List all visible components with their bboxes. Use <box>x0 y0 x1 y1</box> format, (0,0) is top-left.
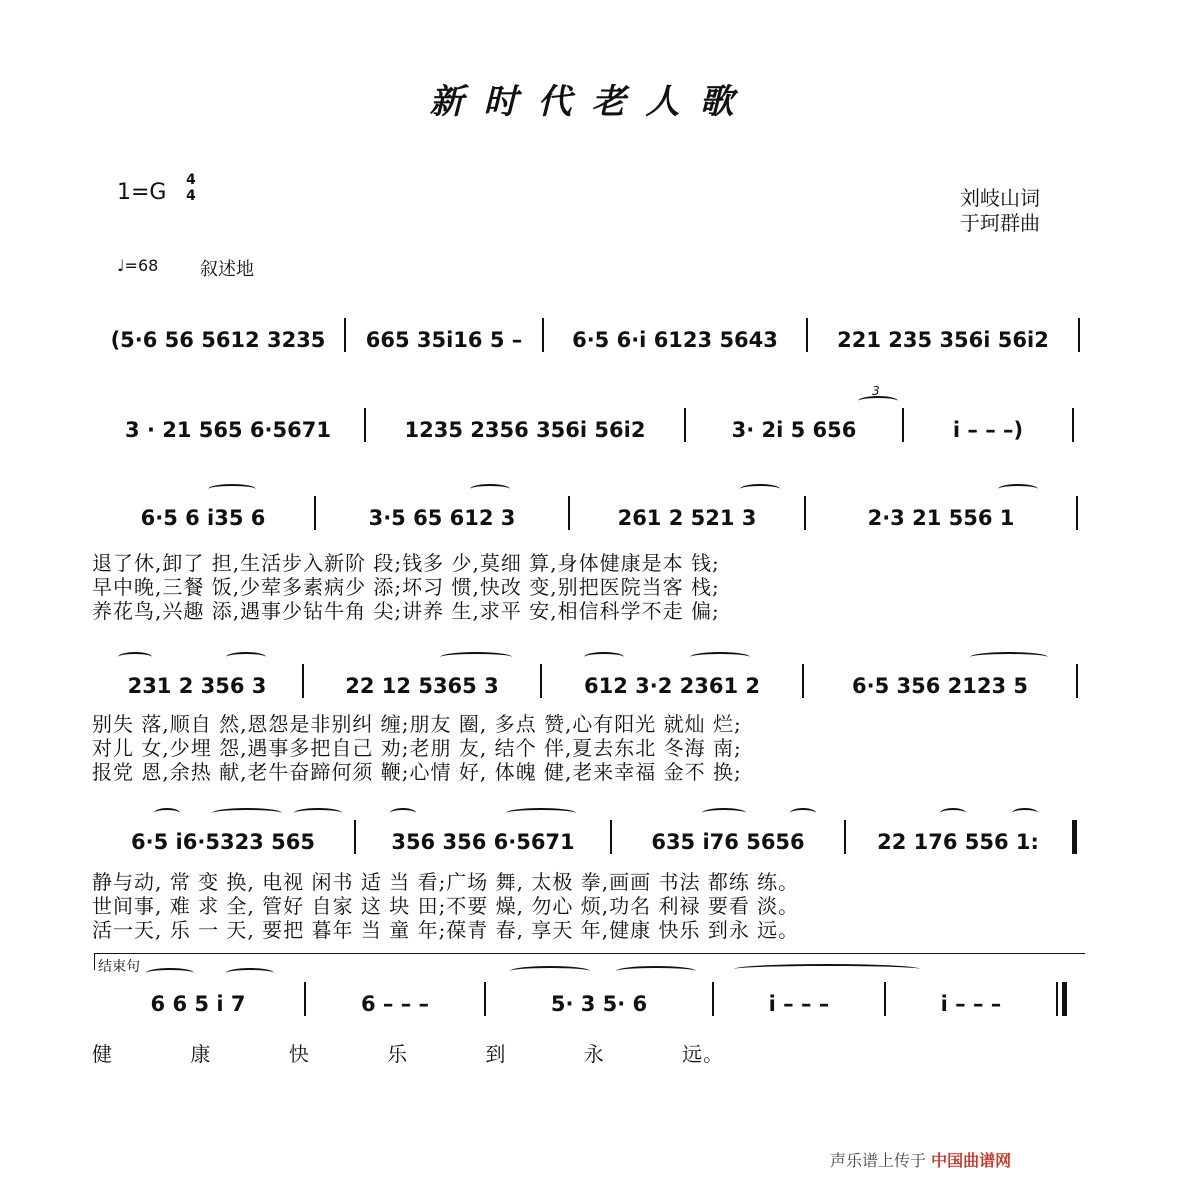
measure: 22 12 5365 3 <box>345 674 499 698</box>
lyric-line: 退了休,卸了 担,生活步入新阶 段;钱多 少,莫细 算,身体健康是本 钱; <box>92 551 720 575</box>
ending-label: 结束句 <box>98 959 140 975</box>
measure: 3· 2i 5 656 <box>731 418 857 442</box>
measure: 356 356 6·5671 <box>391 830 575 854</box>
lyric-line: 早中晚,三餐 饭,少荤多素病少 添;坏习 惯,快改 变,别把医院当客 栈; <box>92 575 720 599</box>
staff-row-5 <box>92 820 1088 854</box>
measure: i – – – <box>768 992 830 1016</box>
tie <box>734 964 920 974</box>
measure: 635 i76 5656 <box>651 830 805 854</box>
measure: i – – – <box>940 992 1002 1016</box>
measure: 6·5 i6·5323 565 <box>131 830 315 854</box>
measure: 5· 3 5· 6 <box>550 992 648 1016</box>
time-top: 4 <box>186 172 196 188</box>
measure: 6 6 5 i 7 <box>150 992 246 1016</box>
measure: 665 35i16 5 – <box>365 328 523 352</box>
slur <box>440 652 512 662</box>
slur <box>616 966 696 976</box>
lyric-line: 报党 恩,余热 献,老牛奋蹄何须 鞭;心情 好, 体魄 健,老来幸福 金不 换; <box>92 760 742 784</box>
site-logo: 中国曲谱网 <box>931 1151 1012 1170</box>
slur <box>118 652 152 662</box>
lyric-line: 健 康 快 乐 到 永 远。 <box>92 1042 725 1066</box>
lyric-line: 别失 落,顺自 然,恩怨是非别纠 缠;朋友 圈, 多点 赞,心有阳光 就灿 烂; <box>92 712 742 736</box>
measure: 2·3 21 556 1 <box>867 506 1015 530</box>
slur <box>690 652 750 662</box>
barline <box>1076 664 1078 698</box>
slur <box>154 808 180 818</box>
measure: 6·5 6 i35 6 <box>140 506 266 530</box>
triplet-slur <box>858 396 898 406</box>
staff-row-4 <box>92 664 1088 698</box>
slur <box>212 808 282 818</box>
footer-text: 声乐谱上传于 <box>830 1151 927 1170</box>
barline <box>1072 408 1074 442</box>
slur <box>390 808 416 818</box>
staff-row-6 <box>92 982 1088 1016</box>
measure: 231 2 356 3 <box>127 674 267 698</box>
expression-mark: 叙述地 <box>200 259 254 280</box>
measure: 6·5 6·i 6123 5643 <box>572 328 778 352</box>
measure: (5·6 56 5612 3235 <box>110 328 326 352</box>
footer-watermark <box>830 1148 1011 1171</box>
slur <box>226 968 274 978</box>
triplet-mark: 3 <box>872 384 880 398</box>
time-signature <box>186 172 196 204</box>
lyric-line: 静与动, 常 变 换, 电视 闲书 适 当 看;广场 舞, 太极 拳,画画 书法 都练 练。 <box>92 870 800 894</box>
slur <box>970 652 1048 662</box>
slur <box>146 968 194 978</box>
slur <box>740 484 780 494</box>
slur <box>584 652 624 662</box>
slur <box>940 808 966 818</box>
measure: 6 – – – <box>360 992 430 1016</box>
slur <box>702 808 746 818</box>
measure: 221 235 356i 56i2 <box>837 328 1049 352</box>
lyric-line: 养花鸟,兴趣 添,遇事少钻牛角 尖;讲养 生,求平 安,相信科学不走 偏; <box>92 599 720 623</box>
tempo-mark: ♩=68 <box>117 256 159 275</box>
staff-row-2 <box>92 408 1088 442</box>
slur <box>1012 808 1038 818</box>
staff-row-3 <box>92 496 1088 530</box>
measure: 3·5 65 612 3 <box>368 506 516 530</box>
lyric-line: 活一天, 乐 一 天, 要把 暮年 当 童 年;葆青 春, 享天 年,健康 快乐 到永 远。 <box>92 918 800 942</box>
slur <box>790 808 816 818</box>
slur <box>510 966 590 976</box>
measure: 1235 2356 356i 56i2 <box>404 418 646 442</box>
measure: 6·5 356 2123 5 <box>851 674 1029 698</box>
measure: 3 · 21 565 6·5671 <box>125 418 331 442</box>
slur <box>470 484 510 494</box>
slur <box>208 484 256 494</box>
barline <box>1078 318 1080 352</box>
slur <box>506 808 576 818</box>
slur <box>294 808 342 818</box>
measure: i – – –) <box>952 418 1024 442</box>
final-barline <box>1056 982 1067 1016</box>
slur <box>998 484 1038 494</box>
lyric-line: 世间事, 难 求 全, 管好 自家 这 块 田;不要 燥, 勿心 烦,功名 利禄 要看 淡。 <box>92 894 800 918</box>
time-bottom: 4 <box>186 188 196 204</box>
measure: 261 2 521 3 <box>617 506 757 530</box>
barline <box>1076 496 1078 530</box>
lyricist-credit: 刘岐山词 <box>960 186 1040 210</box>
staff-row-1 <box>92 318 1088 352</box>
lyric-line: 对儿 女,少埋 怨,遇事多把自己 劝;老朋 友, 结个 伴,夏去东北 冬海 南; <box>92 736 742 760</box>
composer-credit: 于珂群曲 <box>960 211 1040 235</box>
measure: 22 176 556 1: <box>877 830 1039 854</box>
slur <box>226 652 266 662</box>
measure: 612 3·2 2361 2 <box>583 674 761 698</box>
song-title: 新时代老人歌 <box>429 82 754 122</box>
key-signature: 1=G <box>117 180 167 205</box>
repeat-end-barline <box>1070 820 1077 854</box>
